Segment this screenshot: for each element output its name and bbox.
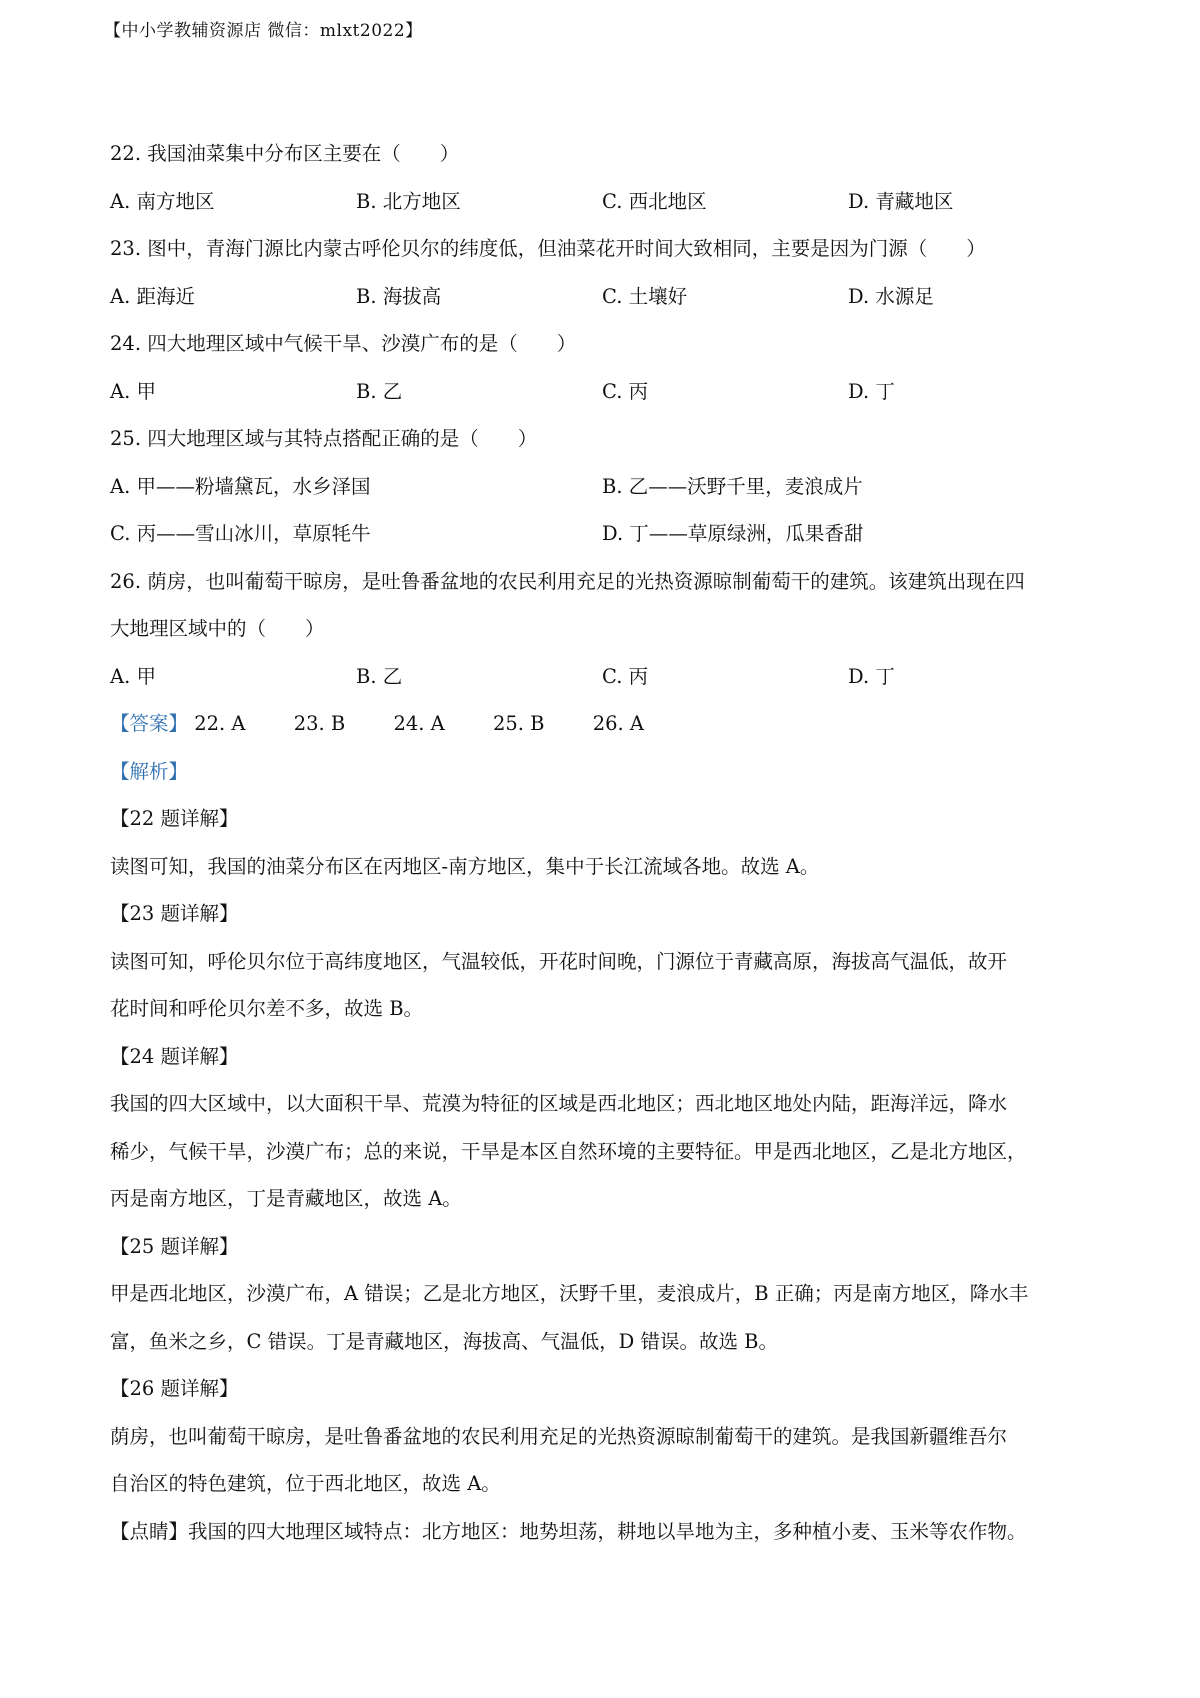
answer-item: 23. B (293, 712, 346, 735)
detail-26-title: 【26 题详解】 (110, 1377, 239, 1400)
option: C. 丙 (602, 379, 649, 403)
answer-item: 24. A (393, 712, 445, 735)
question-26-options (110, 663, 1100, 711)
detail-23-text: 读图可知，呼伦贝尔位于高纬度地区，气温较低，开花时间晚，门源位于青藏高原，海拔高气温低，故开 (110, 949, 1008, 973)
option: D. 丁 (848, 379, 895, 403)
question-26-stem-line2: 大地理区域中的（ ） (110, 617, 325, 640)
option: C. 土壤好 (602, 284, 688, 308)
detail-23-title: 【23 题详解】 (110, 902, 239, 925)
question-25-options-row1 (110, 473, 1100, 521)
option: A. 南方地区 (110, 189, 215, 213)
document-body (110, 140, 1100, 1565)
option: D. 丁——草原绿洲，瓜果香甜 (602, 522, 864, 545)
option: B. 海拔高 (356, 284, 442, 308)
option: A. 距海近 (110, 284, 195, 308)
option: B. 北方地区 (356, 189, 461, 213)
answer-item: 25. B (492, 712, 545, 735)
option: D. 丁 (848, 664, 895, 688)
detail-25-title: 【25 题详解】 (110, 1234, 239, 1258)
detail-24-text: 丙是南方地区，丁是青藏地区，故选 A。 (110, 1187, 462, 1210)
answer-row (110, 710, 1100, 758)
detail-22-text: 读图可知，我国的油菜分布区在丙地区-南方地区，集中于长江流域各地。故选 A。 (110, 854, 820, 878)
detail-25-text: 富，鱼米之乡，C 错误。丁是青藏地区，海拔高、气温低，D 错误。故选 B。 (110, 1329, 778, 1353)
option: A. 甲 (110, 664, 156, 688)
detail-24-text: 稀少，气候干旱，沙漠广布；总的来说，干旱是本区自然环境的主要特征。甲是西北地区，乙是北方地区， (110, 1139, 1027, 1163)
option: D. 水源足 (848, 284, 934, 308)
option: A. 甲——粉墙黛瓦，水乡泽国 (110, 474, 371, 498)
detail-26-text: 自治区的特色建筑，位于西北地区，故选 A。 (110, 1472, 501, 1495)
option: C. 丙——雪山冰川，草原牦牛 (110, 522, 371, 545)
question-25-stem: 25. 四大地理区域与其特点搭配正确的是（ ） (110, 427, 538, 450)
watermark-header: 【中小学教辅资源店 微信：mlxt2022】 (104, 21, 423, 41)
option: B. 乙——沃野千里，麦浪成片 (602, 474, 863, 498)
question-25-options-row2 (110, 520, 1100, 568)
question-24-options (110, 378, 1100, 426)
answer-label: 【答案】 (110, 712, 189, 735)
detail-23-text: 花时间和呼伦贝尔差不多，故选 B。 (110, 997, 424, 1020)
detail-24-title: 【24 题详解】 (110, 1044, 239, 1068)
option: C. 丙 (602, 664, 649, 688)
option: D. 青藏地区 (848, 189, 954, 213)
question-23-stem: 23. 图中，青海门源比内蒙古呼伦贝尔的纬度低，但油菜花开时间大致相同，主要是因为门源（ ） (110, 237, 986, 260)
question-26-stem-line1: 26. 荫房，也叫葡萄干晾房，是吐鲁番盆地的农民利用充足的光热资源晾制葡萄干的建筑。该建筑出现在四 (110, 569, 1025, 593)
detail-22-title: 【22 题详解】 (110, 807, 239, 830)
analysis-label: 【解析】 (110, 759, 189, 783)
question-22-options (110, 188, 1100, 236)
answer-item: 22. A (194, 712, 246, 735)
option: C. 西北地区 (602, 189, 707, 213)
option: B. 乙 (356, 379, 403, 403)
question-23-options (110, 283, 1100, 331)
option: B. 乙 (356, 664, 403, 688)
answer-item: 26. A (592, 712, 645, 735)
option: A. 甲 (110, 379, 156, 403)
question-24-stem: 24. 四大地理区域中气候干旱、沙漠广布的是（ ） (110, 332, 577, 355)
detail-25-text: 甲是西北地区，沙漠广布，A 错误；乙是北方地区，沃野千里，麦浪成片，B 正确；丙是南方地区，降水丰 (110, 1282, 1029, 1305)
detail-26-text: 荫房，也叫葡萄干晾房，是吐鲁番盆地的农民利用充足的光热资源晾制葡萄干的建筑。是我国新疆维吾尔 (110, 1424, 1008, 1448)
tip-paragraph: 【点睛】我国的四大地理区域特点：北方地区：地势坦荡，耕地以旱地为主，多种植小麦、玉米等农作物。 (110, 1519, 1027, 1543)
question-22-stem: 22. 我国油菜集中分布区主要在（ ） (110, 142, 460, 165)
detail-24-text: 我国的四大区域中，以大面积干旱、荒漠为特征的区域是西北地区；西北地区地处内陆，距海洋远，降水 (110, 1092, 1008, 1115)
